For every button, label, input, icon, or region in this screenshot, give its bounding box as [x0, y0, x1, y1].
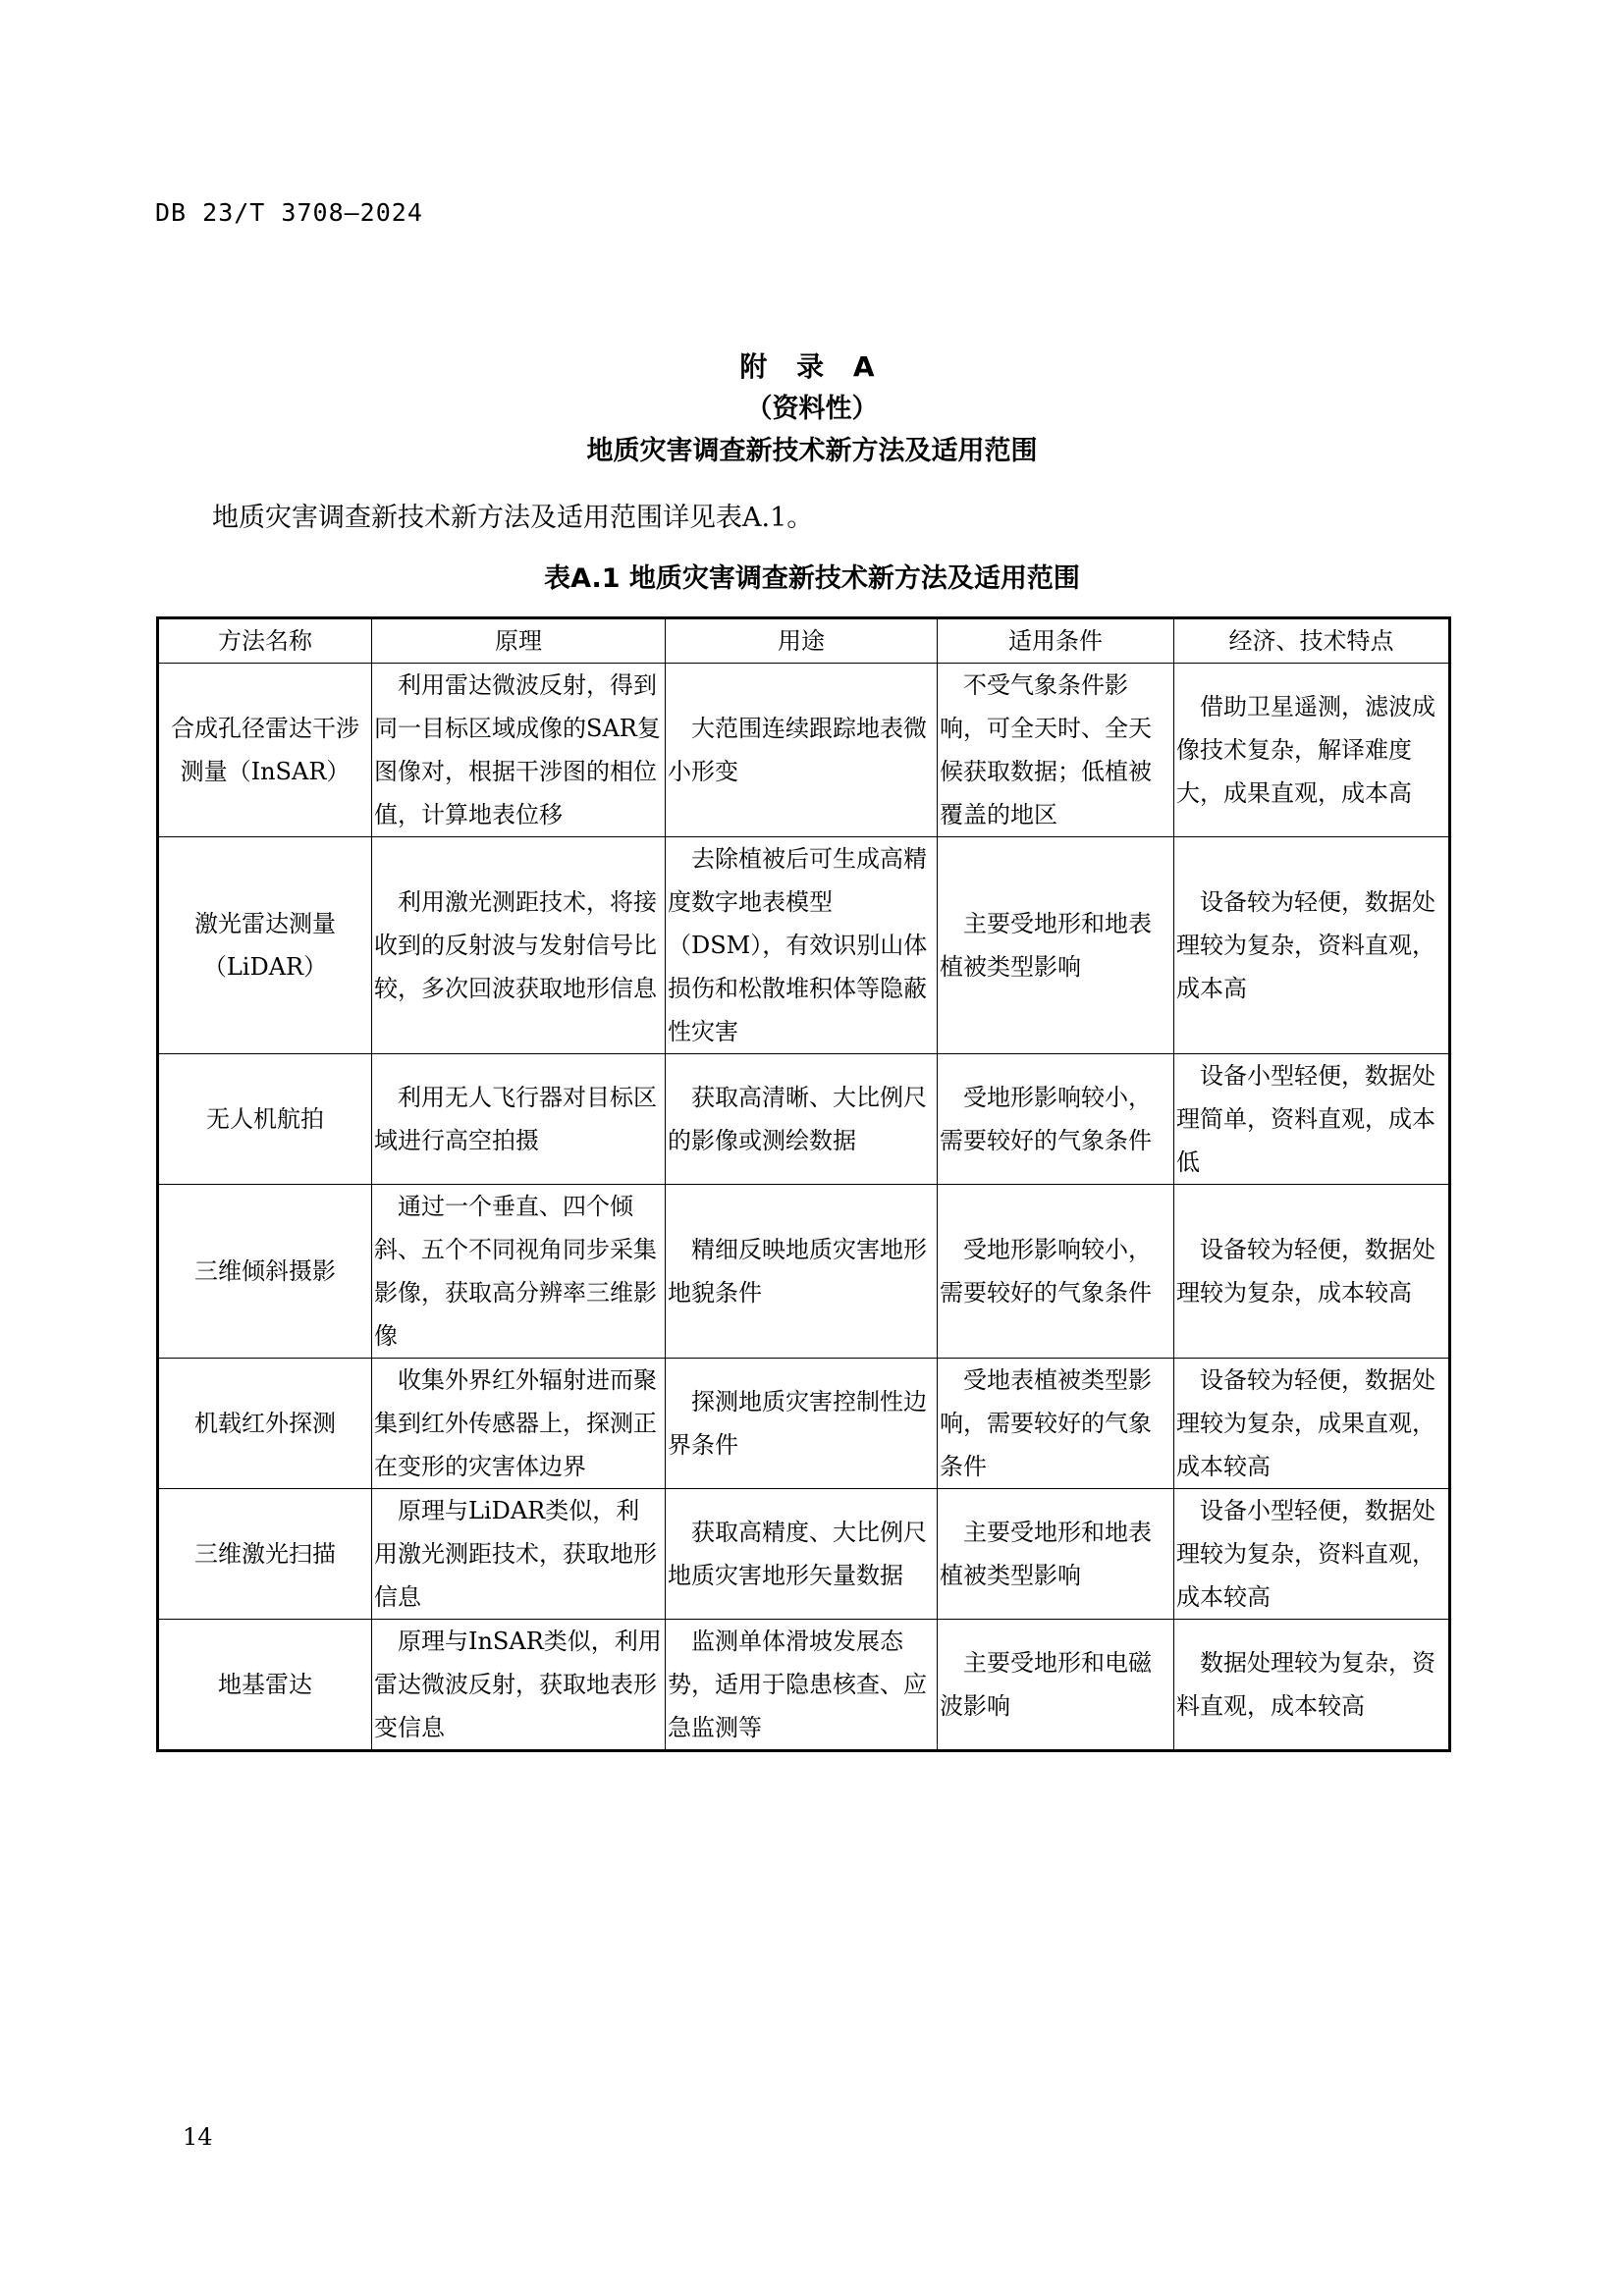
table-row: [158, 664, 1450, 837]
table-row: [158, 1620, 1450, 1751]
use-cell: 精细反映地质灾害地形地貌条件: [666, 1185, 938, 1359]
conditions-cell: 主要受地形和地表植被类型影响: [938, 837, 1174, 1054]
method-name-cell: 地基雷达: [158, 1620, 372, 1751]
principle-cell: 利用无人飞行器对目标区域进行高空拍摄: [372, 1054, 666, 1185]
appendix-nature: （资料性）: [745, 394, 879, 424]
use-cell: 探测地质灾害控制性边界条件: [666, 1359, 938, 1489]
column-header-conditions: 适用条件: [938, 618, 1174, 664]
table-row: [158, 1359, 1450, 1489]
methods-table: [156, 616, 1451, 1752]
use-cell: 去除植被后可生成高精度数字地表模型（DSM），有效识别山体损伤和松散堆积体等隐蔽性灾害: [666, 837, 938, 1054]
features-cell: 设备较为轻便，数据处理较为复杂，成果直观，成本较高: [1174, 1359, 1450, 1489]
table-caption: 表A.1 地质灾害调查新技术新方法及适用范围: [544, 563, 1080, 594]
conditions-cell: 受地形影响较小，需要较好的气象条件: [938, 1185, 1174, 1359]
use-cell: 获取高精度、大比例尺地质灾害地形矢量数据: [666, 1489, 938, 1620]
column-header-use: 用途: [666, 618, 938, 664]
standard-code: DB 23/T 3708—2024: [155, 198, 423, 227]
conditions-cell: 受地表植被类型影响，需要较好的气象条件: [938, 1359, 1174, 1489]
method-name-cell: 无人机航拍: [158, 1054, 372, 1185]
page-number: 14: [183, 2123, 213, 2151]
conditions-cell: 不受气象条件影响，可全天时、全天候获取数据；低植被覆盖的地区: [938, 664, 1174, 837]
method-name-cell: 激光雷达测量（LiDAR）: [158, 837, 372, 1054]
method-name-cell: 三维激光扫描: [158, 1489, 372, 1620]
principle-cell: 原理与InSAR类似，利用雷达微波反射，获取地表形变信息: [372, 1620, 666, 1751]
principle-cell: 利用激光测距技术，将接收到的反射波与发射信号比较，多次回波获取地形信息: [372, 837, 666, 1054]
method-name-cell: 合成孔径雷达干涉测量（InSAR）: [158, 664, 372, 837]
appendix-title: 附 录 A: [739, 350, 885, 383]
features-cell: 设备较为轻便，数据处理较为复杂，资料直观，成本高: [1174, 837, 1450, 1054]
table-row: [158, 1054, 1450, 1185]
table-row: [158, 1185, 1450, 1359]
features-cell: 设备较为轻便，数据处理较为复杂，成本较高: [1174, 1185, 1450, 1359]
conditions-cell: 主要受地形和地表植被类型影响: [938, 1489, 1174, 1620]
features-cell: 数据处理较为复杂，资料直观，成本较高: [1174, 1620, 1450, 1751]
features-cell: 借助卫星遥测，滤波成像技术复杂，解译难度大，成果直观，成本高: [1174, 664, 1450, 837]
table-row: [158, 837, 1450, 1054]
principle-cell: 通过一个垂直、四个倾斜、五个不同视角同步采集影像，获取高分辨率三维影像: [372, 1185, 666, 1359]
conditions-cell: 主要受地形和电磁波影响: [938, 1620, 1174, 1751]
principle-cell: 利用雷达微波反射，得到同一目标区域成像的SAR复图像对，根据干涉图的相位值，计算地表位移: [372, 664, 666, 837]
conditions-cell: 受地形影响较小，需要较好的气象条件: [938, 1054, 1174, 1185]
appendix-subject: 地质灾害调查新技术新方法及适用范围: [586, 436, 1038, 466]
table-header-row: [158, 618, 1450, 664]
table-row: [158, 1489, 1450, 1620]
method-name-cell: 机载红外探测: [158, 1359, 372, 1489]
intro-paragraph: 地质灾害调查新技术新方法及适用范围详见表A.1。: [212, 503, 814, 533]
use-cell: 大范围连续跟踪地表微小形变: [666, 664, 938, 837]
use-cell: 监测单体滑坡发展态势，适用于隐患核查、应急监测等: [666, 1620, 938, 1751]
method-name-cell: 三维倾斜摄影: [158, 1185, 372, 1359]
features-cell: 设备小型轻便，数据处理简单，资料直观，成本低: [1174, 1054, 1450, 1185]
principle-cell: 收集外界红外辐射进而聚集到红外传感器上，探测正在变形的灾害体边界: [372, 1359, 666, 1489]
use-cell: 获取高清晰、大比例尺的影像或测绘数据: [666, 1054, 938, 1185]
column-header-features: 经济、技术特点: [1174, 618, 1450, 664]
principle-cell: 原理与LiDAR类似，利用激光测距技术，获取地形信息: [372, 1489, 666, 1620]
column-header-method: 方法名称: [158, 618, 372, 664]
features-cell: 设备小型轻便，数据处理较为复杂，资料直观，成本较高: [1174, 1489, 1450, 1620]
column-header-principle: 原理: [372, 618, 666, 664]
